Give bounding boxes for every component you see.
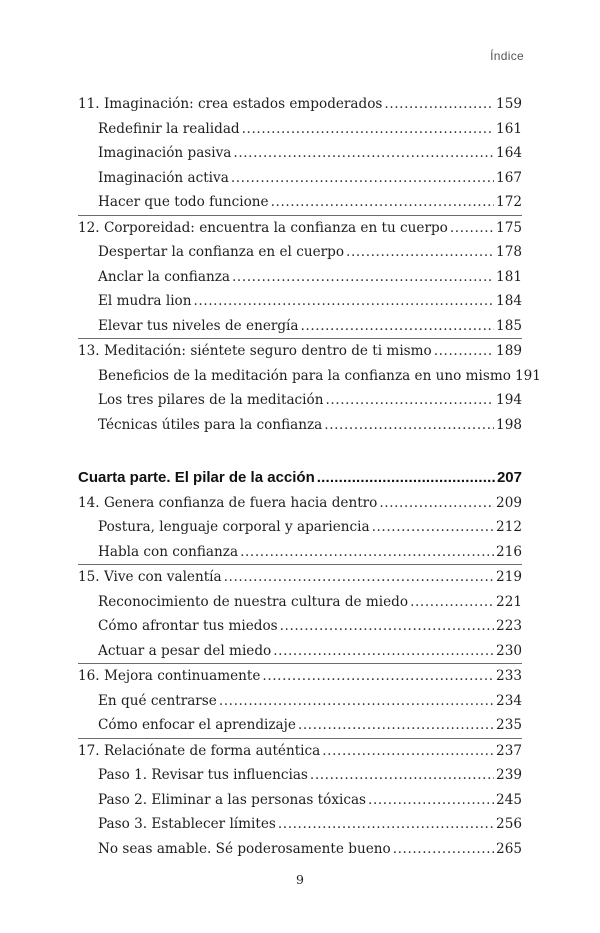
section-entry[interactable] [78, 689, 522, 714]
entry-page-number: 233 [496, 668, 522, 684]
section-entry[interactable] [78, 763, 522, 788]
entry-page-number: 234 [496, 692, 522, 709]
entry-title: Cómo afrontar tus miedos [98, 618, 278, 634]
entry-title: El mudra lion [98, 293, 192, 309]
entry-title: Imaginación pasiva [98, 145, 232, 161]
dot-leader [219, 689, 494, 714]
dot-leader [233, 141, 494, 166]
dot-leader [410, 590, 494, 615]
entry-title: Hacer que todo funcione [98, 194, 269, 210]
entry-page-number: 164 [496, 145, 522, 161]
dot-leader [368, 788, 494, 813]
entry-page-number: 235 [496, 717, 522, 733]
entry-title: 17. Relaciónate de forma auténtica [78, 742, 321, 759]
entry-title: 15. Vive con valentía [78, 569, 222, 585]
section-entry[interactable] [78, 788, 522, 813]
entry-page-number: 184 [496, 293, 522, 309]
section-entry[interactable] [78, 364, 541, 389]
entry-title: No seas amable. Sé poderosamente bueno [98, 840, 391, 857]
entry-page-number: 265 [496, 840, 522, 857]
dot-leader [301, 314, 495, 339]
entry-page-number: 216 [496, 543, 522, 560]
dot-leader [242, 117, 494, 142]
section-entry[interactable] [78, 117, 522, 142]
entry-page-number: 194 [496, 392, 522, 408]
section-entry[interactable] [78, 141, 522, 166]
entry-title: 16. Mejora continuamente [78, 668, 261, 684]
part-spacer [78, 437, 522, 466]
entry-page-number: 245 [496, 791, 522, 808]
entry-title: Cómo enfocar el aprendizaje [98, 717, 296, 733]
dot-leader [271, 190, 494, 215]
chapter-entry[interactable] [78, 92, 522, 117]
section-entry[interactable] [78, 166, 522, 191]
dot-leader [317, 466, 495, 491]
dot-leader [298, 713, 494, 738]
entry-page-number: 219 [496, 569, 522, 585]
entry-title: Reconocimiento de nuestra cultura de miedo [98, 593, 409, 610]
dot-leader [372, 515, 494, 540]
section-entry[interactable] [78, 812, 522, 837]
section-entry[interactable] [78, 413, 522, 438]
dot-leader [379, 491, 494, 516]
dot-leader [325, 388, 494, 413]
entry-title: Imaginación activa [98, 169, 229, 186]
entry-title: Despertar la confianza en el cuerpo [98, 244, 345, 260]
entry-title: Paso 2. Eliminar a las personas tóxicas [98, 791, 367, 808]
chapter-entry[interactable] [78, 664, 522, 689]
dot-leader [224, 565, 494, 590]
chapter-entry[interactable] [78, 491, 522, 516]
part-title: Cuarta parte. El pilar de la acción [78, 469, 315, 486]
entry-page-number: 239 [496, 767, 522, 783]
entry-page-number: 178 [496, 244, 522, 260]
entry-title: 14. Genera confianza de fuera hacia dentro [78, 494, 378, 511]
dot-leader [434, 339, 494, 364]
entry-page-number: 230 [496, 642, 522, 659]
entry-title: Actuar a pesar del miedo [98, 642, 272, 659]
dot-leader [262, 664, 494, 689]
dot-leader [231, 166, 494, 191]
toc-block-2 [78, 491, 522, 862]
dot-leader [280, 614, 494, 639]
entry-page-number: 237 [496, 742, 522, 759]
entry-page-number: 198 [496, 416, 522, 433]
entry-page-number: 212 [496, 519, 522, 535]
page-number: 9 [296, 872, 304, 887]
entry-page-number: 223 [496, 618, 522, 634]
section-entry[interactable] [78, 388, 522, 413]
entry-page-number: 181 [496, 268, 522, 285]
chapter-entry[interactable] [78, 339, 522, 364]
section-entry[interactable] [78, 289, 522, 314]
entry-title: Anclar la confianza [98, 268, 230, 285]
entry-page-number: 189 [496, 343, 522, 359]
dot-leader [232, 265, 494, 290]
entry-title: Habla con confianza [98, 543, 239, 560]
entry-title: Redefinir la realidad [98, 120, 240, 137]
dot-leader [393, 837, 494, 862]
dot-leader [384, 92, 494, 117]
entry-title: Los tres pilares de la meditación [98, 392, 324, 408]
dot-leader [273, 639, 494, 664]
entry-page-number: 221 [496, 593, 522, 610]
entry-page-number: 159 [496, 96, 522, 112]
entry-title: 12. Corporeidad: encuentra la confianza en tu cuerpo [78, 219, 448, 236]
part-page-number: 207 [496, 469, 522, 486]
section-entry[interactable] [78, 590, 522, 615]
section-entry[interactable] [78, 515, 522, 540]
section-entry[interactable] [78, 240, 522, 265]
entry-title: 11. Imaginación: crea estados empoderados [78, 96, 383, 112]
toc-block-1 [78, 92, 541, 437]
entry-page-number: 175 [496, 219, 522, 236]
dot-leader [240, 540, 494, 565]
entry-title: Beneficios de la meditación para la confianza en uno mismo [98, 367, 511, 384]
section-entry[interactable] [78, 614, 522, 639]
chapter-entry[interactable] [78, 739, 522, 764]
entry-title: Paso 1. Revisar tus influencias [98, 767, 308, 783]
entry-page-number: 185 [496, 317, 522, 334]
entry-page-number: 256 [496, 816, 522, 832]
dot-leader [450, 216, 494, 241]
section-entry[interactable] [78, 265, 522, 290]
section-entry[interactable] [78, 190, 522, 215]
dot-leader [324, 413, 494, 438]
entry-page-number: 191 [514, 367, 541, 384]
entry-page-number: 209 [496, 494, 522, 511]
entry-page-number: 172 [496, 194, 522, 210]
running-header: Índice [490, 49, 524, 63]
entry-title: Paso 3. Establecer límites [98, 816, 276, 832]
entry-page-number: 161 [496, 120, 522, 137]
dot-leader [346, 240, 494, 265]
entry-title: 13. Meditación: siéntete seguro dentro de ti mismo [78, 343, 432, 359]
entry-title: Técnicas útiles para la confianza [98, 416, 323, 433]
entry-page-number: 167 [496, 169, 522, 186]
part-heading[interactable] [78, 466, 522, 491]
dot-leader [322, 739, 494, 764]
section-entry[interactable] [78, 540, 522, 565]
section-entry[interactable] [78, 837, 522, 862]
entry-title: Postura, lenguaje corporal y apariencia [98, 519, 370, 535]
entry-title: En qué centrarse [98, 692, 217, 709]
table-of-contents [78, 92, 541, 861]
entry-title: Elevar tus niveles de energía [98, 317, 299, 334]
dot-leader [310, 763, 494, 788]
dot-leader [278, 812, 494, 837]
section-entry[interactable] [78, 314, 522, 339]
section-entry[interactable] [78, 713, 522, 738]
chapter-entry[interactable] [78, 216, 522, 241]
section-entry[interactable] [78, 639, 522, 664]
chapter-entry[interactable] [78, 565, 522, 590]
dot-leader [194, 289, 495, 314]
